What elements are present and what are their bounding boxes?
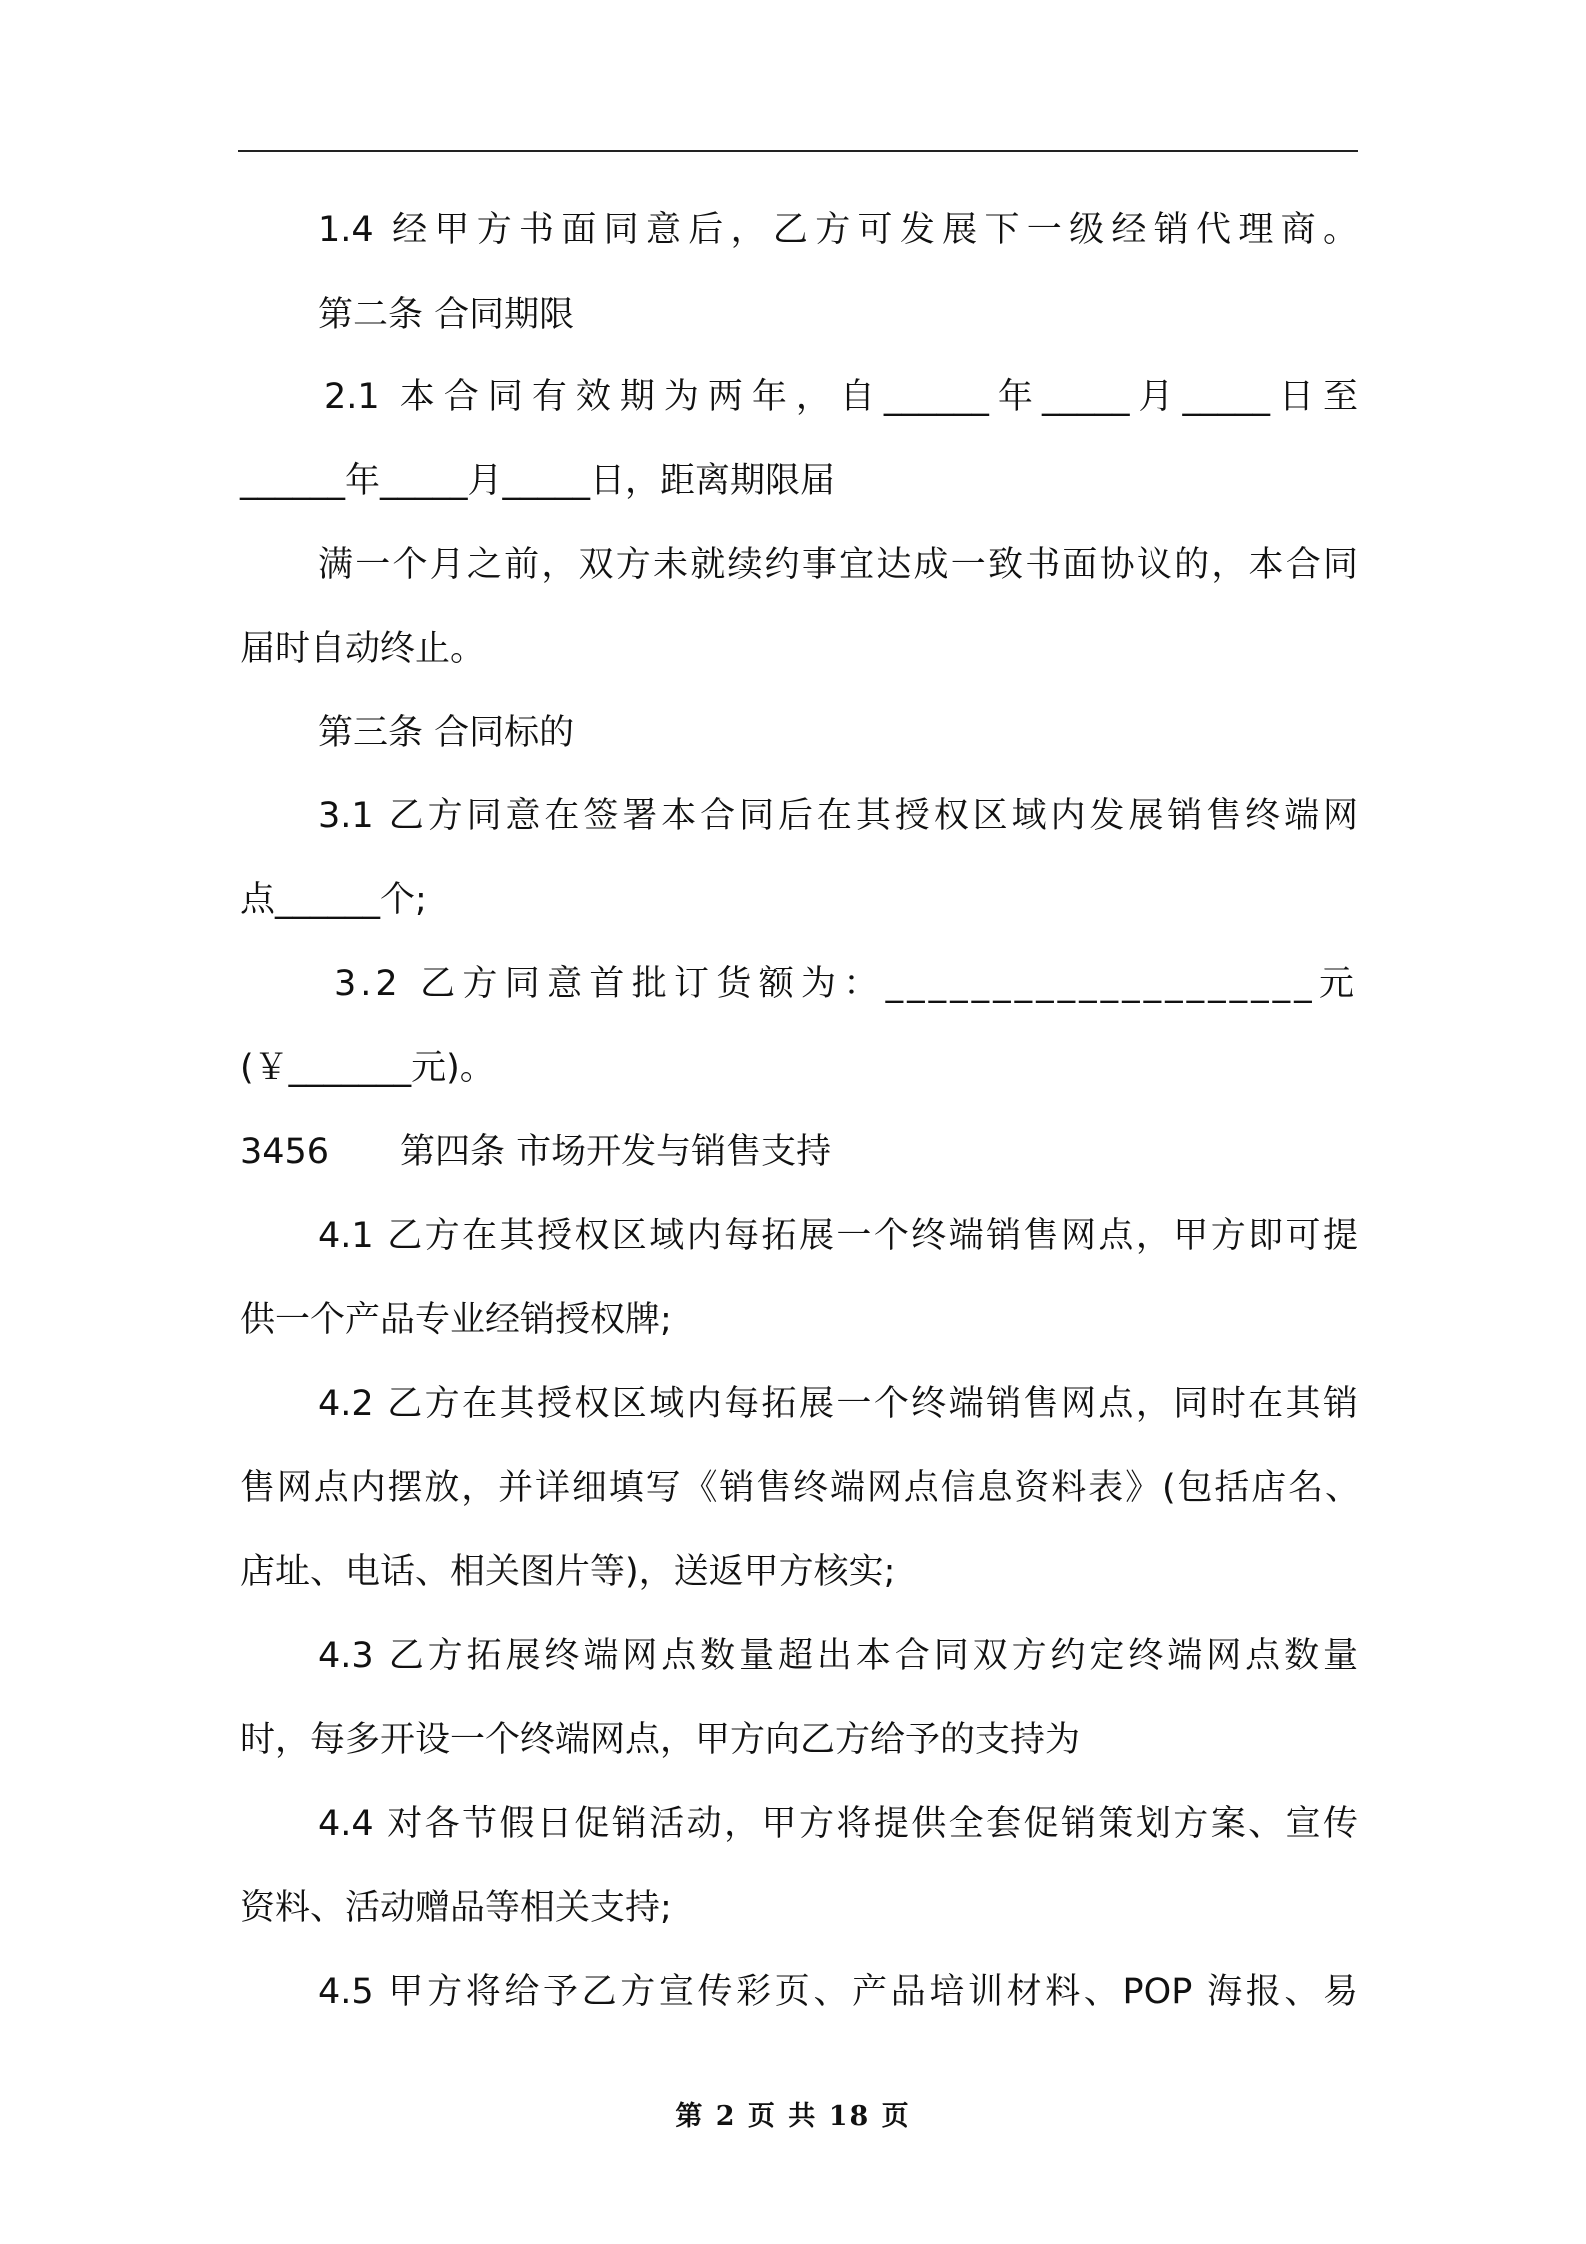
- article-two-heading: 第二条 合同期限: [318, 295, 575, 335]
- paragraph-4-3-line-1: 4.3 乙方拓展终端网点数量超出本合同双方约定终端网点数量: [318, 1636, 1358, 1676]
- paragraph-2-1-line-3: 满一个月之前，双方未就续约事宜达成一致书面协议的，本合同: [318, 545, 1358, 585]
- article-four-heading: 第四条 市场开发与销售支持: [400, 1132, 832, 1172]
- paragraph-4-2-line-2: 售网点内摆放，并详细填写《销售终端网点信息资料表》(包括店名、: [240, 1468, 1360, 1508]
- paragraph-4-2-line-3: 店址、电话、相关图片等)，送返甲方核实;: [240, 1552, 896, 1592]
- article-four-heading-row: [240, 1128, 1360, 1176]
- paragraph-4-4-line-1: 4.4 对各节假日促销活动，甲方将提供全套促销策划方案、宣传: [318, 1804, 1358, 1844]
- paragraph-4-1-line-1: 4.1 乙方在其授权区域内每拓展一个终端销售网点，甲方即可提: [318, 1216, 1358, 1256]
- paragraph-4-4-line-2: 资料、活动赠品等相关支持;: [240, 1888, 672, 1928]
- paragraph-4-2-line-1: 4.2 乙方在其授权区域内每拓展一个终端销售网点，同时在其销: [318, 1384, 1358, 1424]
- article-three-heading: 第三条 合同标的: [318, 713, 575, 753]
- paragraph-2-1-line-1: 2.1 本合同有效期为两年，自______年_____月_____日至: [324, 377, 1358, 417]
- paragraph-3-2-line-2: (￥_______元)。: [240, 1048, 495, 1088]
- paragraph-4-3-line-2: 时，每多开设一个终端网点，甲方向乙方给予的支持为: [240, 1720, 1081, 1760]
- paragraph-3-2-line-1: 3.2 乙方同意首批订货额为：____________________元: [334, 964, 1358, 1004]
- paragraph-3-1-line-2: 点______个;: [240, 880, 427, 920]
- paragraph-2-1-line-4: 届时自动终止。: [240, 629, 486, 669]
- paragraph-2-1-line-2: ______年_____月_____日，距离期限届: [240, 461, 836, 501]
- paragraph-1-4: 1.4 经甲方书面同意后，乙方可发展下一级经销代理商。: [318, 210, 1358, 250]
- paragraph-4-1-line-2: 供一个产品专业经销授权牌;: [240, 1300, 672, 1340]
- header-rule: [238, 150, 1358, 152]
- paragraph-4-5-line-1: 4.5 甲方将给予乙方宣传彩页、产品培训材料、POP 海报、易: [318, 1972, 1358, 2012]
- page-number-footer: 第 2 页 共 18 页: [675, 2101, 911, 2132]
- stray-number: 3456: [240, 1132, 330, 1172]
- paragraph-3-1-line-1: 3.1 乙方同意在签署本合同后在其授权区域内发展销售终端网: [318, 796, 1358, 836]
